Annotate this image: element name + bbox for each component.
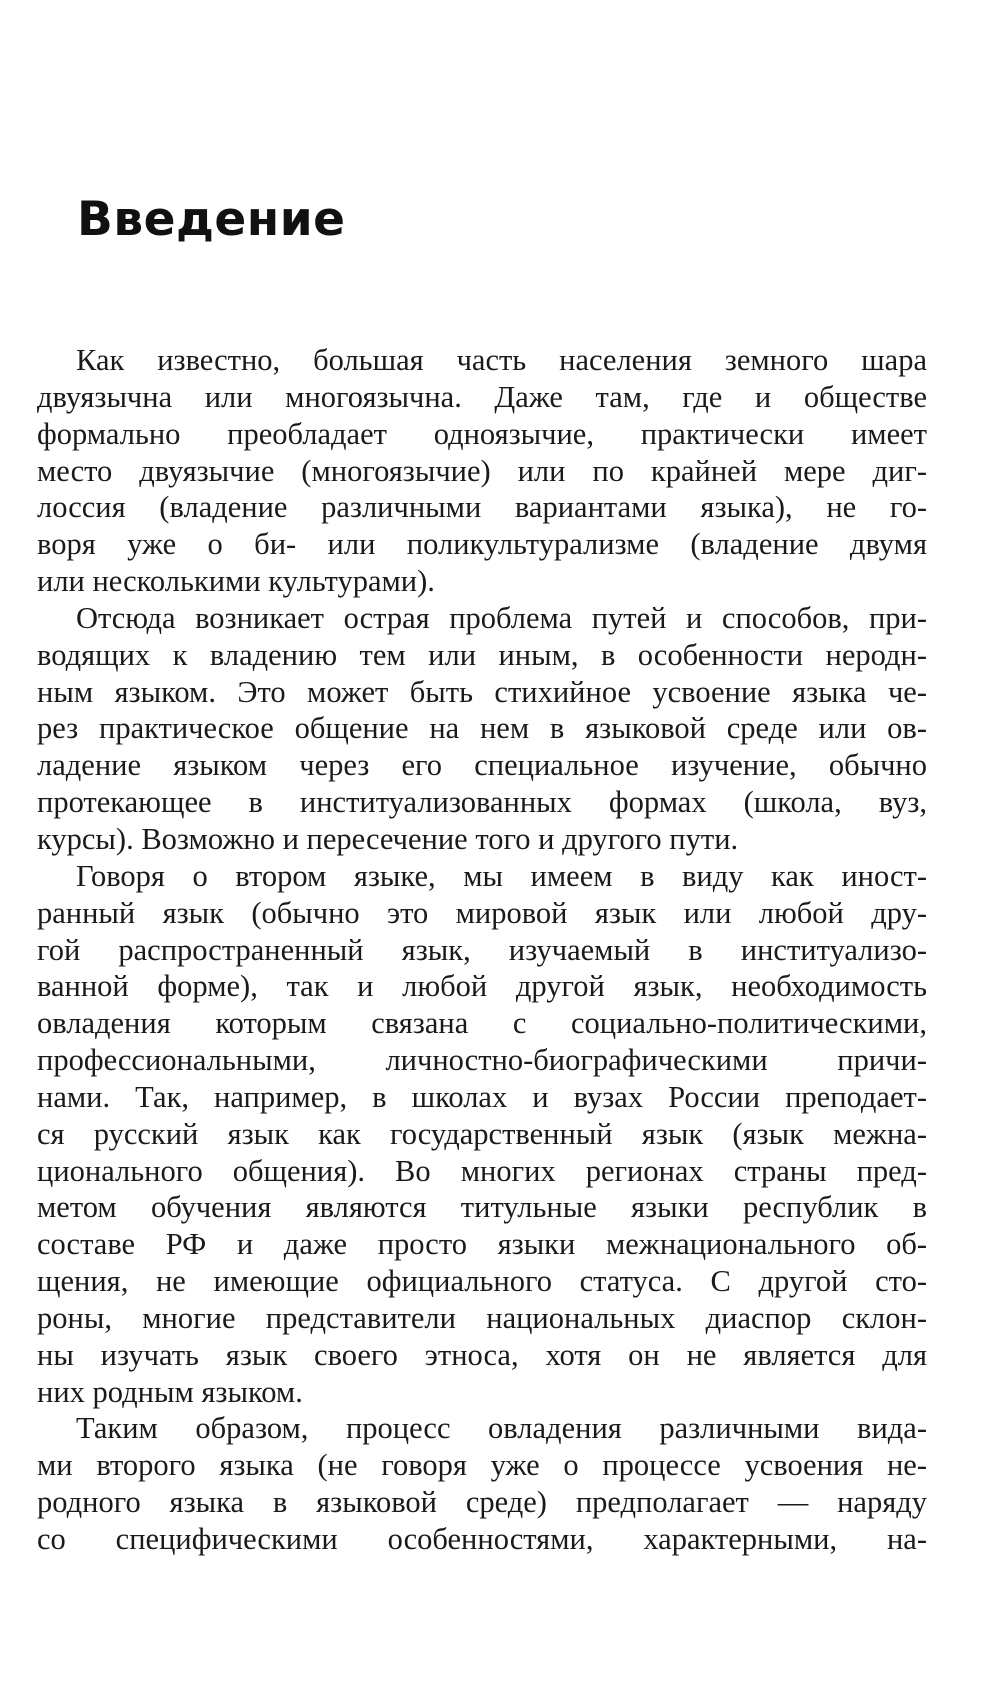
body-text [37,342,927,1558]
text-line: Говоря о втором языке, мы имеем в виду как иност- [76,858,927,893]
text-line: ся русский язык как государственный язык (язык межна- [37,1116,927,1151]
text-line: место двуязычие (многоязычие) или по крайней мере диг- [37,453,927,488]
text-line: ранный язык (обычно это мировой язык или любой дру- [37,895,927,930]
text-line: нами. Так, например, в школах и вузах России преподает- [37,1079,927,1114]
paragraph-4 [37,1410,927,1557]
text-line: ным языком. Это может быть стихийное усвоение языка че- [37,674,927,709]
text-line: овладения которым связана с социально-политическими, [37,1006,927,1041]
text-line: профессиональными, личностно-биографическими причи- [37,1043,927,1078]
text-line: двуязычна или многоязычна. Даже там, где и обществе [37,379,927,414]
text-line: Таким образом, процесс овладения различными вида- [76,1411,927,1446]
text-line: формально преобладает одноязычие, практически имеет [37,416,927,451]
paragraph-3 [37,858,927,1411]
text-line: ладение языком через его специальное изучение, обычно [37,748,927,783]
text-line: рез практическое общение на нем в языковой среде или ов- [37,711,927,746]
text-line: со специфическими особенностями, характерными, на- [37,1522,927,1556]
text-line: роны, многие представители национальных диаспор склон- [37,1300,927,1335]
text-line: или несколькими культурами). [37,564,435,599]
text-line: метом обучения являются титульные языки республик в [37,1190,927,1225]
paragraph-1 [37,342,927,600]
text-line: ны изучать язык своего этноса, хотя он не является для [37,1337,927,1372]
text-line: Как известно, большая часть населения земного шара [76,343,927,377]
text-line: курсы). Возможно и пересечение того и другого пути. [37,821,739,856]
text-line: ционального общения). Во многих регионах страны пред- [37,1153,927,1188]
text-line: ванной форме), так и любой другой язык, необходимость [37,969,927,1004]
text-line: составе РФ и даже просто языки межнационального об- [37,1227,927,1262]
text-line: родного языка в языковой среде) предполагает — наряду [37,1485,927,1520]
text-line: лоссия (владение различными вариантами языка), не го- [37,490,927,525]
text-line: воря уже о би- или поликультурализме (владение двумя [37,527,927,562]
text-line: водящих к владению тем или иным, в особенности неродн- [37,637,927,672]
text-line: гой распространенный язык, изучаемый в институализо- [37,932,927,967]
text-line: них родным языком. [37,1374,303,1409]
text-line: ми второго языка (не говоря уже о процессе усвоения не- [37,1448,927,1483]
chapter-heading: Введение [77,192,346,247]
text-line: протекающее в институализованных формах (школа, вуз, [37,785,927,820]
text-line: щения, не имеющие официального статуса. С другой сто- [37,1264,927,1299]
text-line: Отсюда возникает острая проблема путей и способов, при- [76,600,927,635]
paragraph-2 [37,600,927,858]
